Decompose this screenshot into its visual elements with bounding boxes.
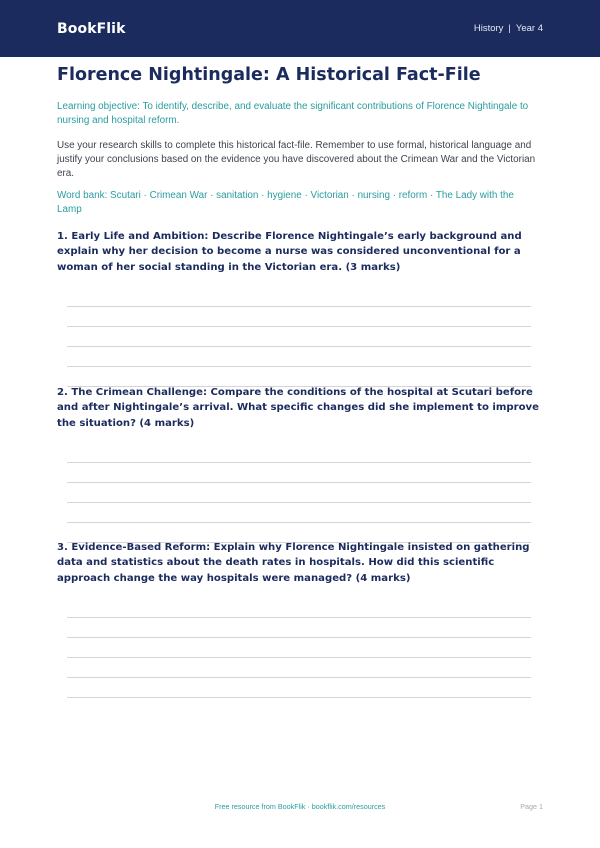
header-meta [474,23,543,34]
page-header [0,0,600,57]
answer-line[interactable] [67,306,531,307]
page-footer [0,802,600,814]
year-label: Year 4 [515,23,543,34]
question-2: 2. The Crimean Challenge: Compare the conditions of the hospital at Scutari before and after Nightingale’s arrival. What specific changes did she implement to improve the situation? (4 marks) [57,387,539,429]
answer-line[interactable] [67,677,531,678]
answer-line[interactable] [67,617,531,618]
page-title: Florence Nightingale: A Historical Fact-File [57,65,481,85]
answer-line[interactable] [67,502,531,503]
answer-line[interactable] [67,697,531,698]
answer-line[interactable] [67,346,531,347]
answer-line[interactable] [67,657,531,658]
instructions: Use your research skills to complete this historical fact-file. Remember to use formal, historical language and justify your conclusions based on the evidence you have discovered about the Crimean War and the Victorian era. [57,140,536,179]
answer-line[interactable] [67,522,531,523]
intro-section [57,64,543,217]
word-bank: Word bank: Scutari · Crimean War · sanitation · hygiene · Victorian · nursing · reform · The Lady with the Lamp [57,190,514,215]
answer-line[interactable] [67,462,531,463]
question-1: 1. Early Life and Ambition: Describe Florence Nightingale’s early background and explain why her decision to become a nurse was considered unconventional for a woman of her social standing in the Victorian era. (3 marks) [57,231,522,273]
answer-line[interactable] [67,366,531,367]
page-number: Page 1 [520,802,543,811]
subject-label: History [473,23,504,34]
learning-objective: Learning objective: To identify, describe, and evaluate the significant contributions of Florence Nightingale to nursing and hospital reform. [57,101,529,126]
answer-line[interactable] [67,482,531,483]
question-3: 3. Evidence-Based Reform: Explain why Florence Nightingale insisted on gathering data and statistics about the death rates in hospitals. How did this scientific approach change the way hospitals were managed? (4 marks) [57,542,530,584]
answer-line[interactable] [67,637,531,638]
brand-logo: BookFlik [57,20,126,37]
answer-line[interactable] [67,326,531,327]
separator: | [508,23,511,34]
footer-credit: Free resource from BookFlik · bookflik.com/resources [214,802,386,811]
